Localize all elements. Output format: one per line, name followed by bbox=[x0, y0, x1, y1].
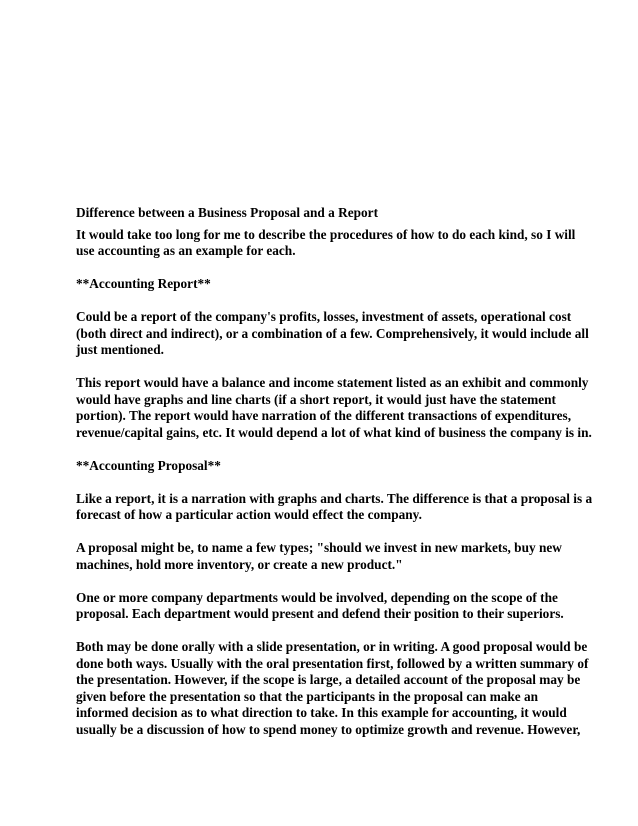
text-line: It would take too long for me to describe the procedures of how to do each kind, so I will bbox=[76, 226, 576, 242]
paragraph-departments bbox=[76, 590, 566, 623]
document-page bbox=[76, 205, 593, 755]
text-line: A proposal might be, to name a few types; "should we invest in new markets, buy new bbox=[76, 540, 562, 555]
text-line: given before the presentation so that the participants in the proposal can make an bbox=[76, 688, 539, 704]
text-line: the presentation. However, if the scope is large, a detailed account of the proposal may be bbox=[76, 672, 581, 687]
heading-text: **Accounting Report** bbox=[76, 276, 211, 291]
heading-accounting-report bbox=[76, 276, 566, 293]
text-line: machines, hold more inventory, or create a new product." bbox=[76, 556, 403, 572]
text-line: done both ways. Usually with the oral presentation first, followed by a written summary of bbox=[76, 655, 589, 671]
paragraph-proposal-types bbox=[76, 540, 566, 573]
paragraph-proposal-definition bbox=[76, 490, 593, 524]
text-line: forecast of how a particular action would effect the company. bbox=[76, 507, 422, 522]
text-line: (both direct and indirect), or a combination of a few. Comprehensively, it would include all bbox=[76, 325, 589, 341]
text-line: revenue/capital gains, etc. It would depend a lot of what kind of business the company is in. bbox=[76, 424, 592, 440]
text-line: informed decision as to what direction to take. In this example for accounting, it would bbox=[76, 705, 567, 720]
text-line: proposal. Each department would present and defend their position to their superiors. bbox=[76, 606, 564, 621]
text-line: Like a report, it is a narration with graphs and charts. The difference is that a proposal is a bbox=[76, 490, 593, 506]
paragraph-intro bbox=[76, 226, 576, 260]
title-text: Difference between a Business Proposal and a Report bbox=[76, 205, 378, 220]
text-line: Both may be done orally with a slide presentation, or in writing. A good proposal would be bbox=[76, 639, 588, 654]
text-line: This report would have a balance and income statement listed as an exhibit and commonly bbox=[76, 375, 589, 390]
text-line: One or more company departments would be involved, depending on the scope of the bbox=[76, 589, 558, 605]
document-title bbox=[76, 205, 566, 222]
text-line: would have graphs and line charts (if a short report, it would just have the statement bbox=[76, 391, 556, 407]
paragraph-report-definition bbox=[76, 309, 589, 359]
paragraph-report-contents bbox=[76, 375, 592, 441]
paragraph-presentation bbox=[76, 639, 589, 738]
heading-text: **Accounting Proposal** bbox=[76, 457, 221, 473]
text-line: portion). The report would have narration of the different transactions of expenditures, bbox=[76, 408, 572, 423]
text-line: use accounting as an example for each. bbox=[76, 243, 296, 258]
text-line: Could be a report of the company's profits, losses, investment of assets, operational cost bbox=[76, 309, 572, 324]
heading-accounting-proposal bbox=[76, 458, 566, 475]
text-line: just mentioned. bbox=[76, 342, 164, 357]
text-line: usually be a discussion of how to spend money to optimize growth and revenue. However, bbox=[76, 721, 581, 737]
